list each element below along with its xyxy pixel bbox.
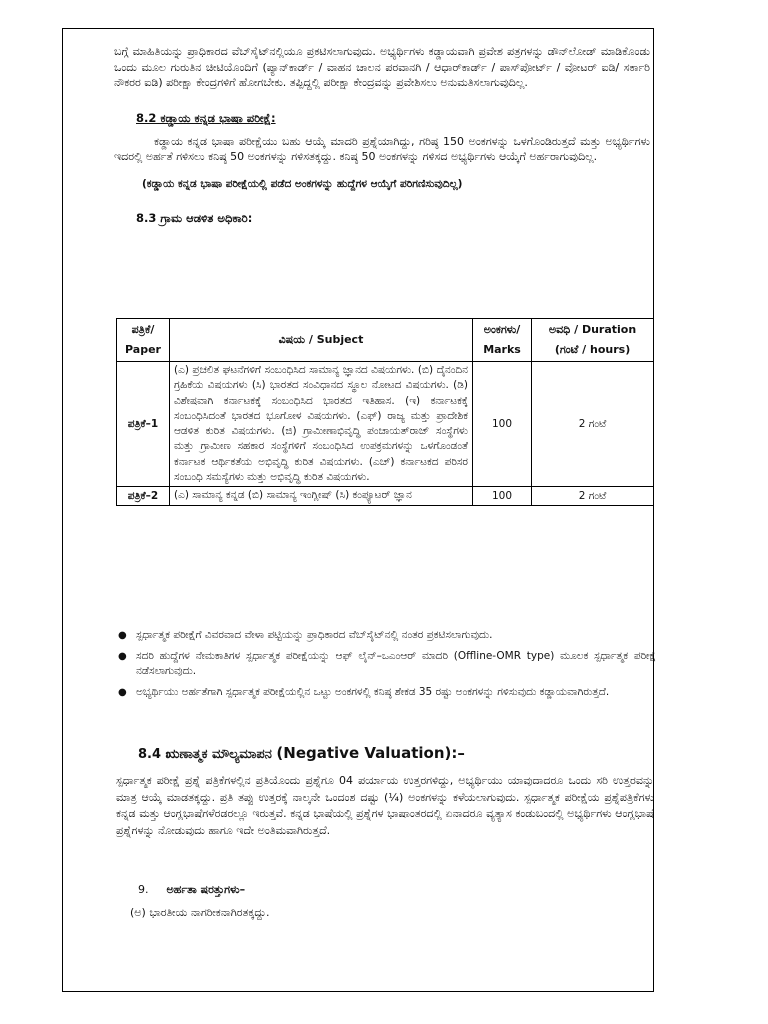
section-8-4-heading bbox=[138, 744, 465, 762]
list-item bbox=[116, 649, 656, 680]
section-8-4-heading-kn: 8.4 ಋಣಾತ್ಮಕ ಮೌಲ್ಯಮಾಪನ bbox=[138, 747, 277, 762]
header-paper bbox=[117, 319, 170, 362]
section-9-number: 9. bbox=[138, 883, 149, 896]
bullet-list bbox=[116, 628, 656, 705]
intro-paragraph: ಬಗ್ಗೆ ಮಾಹಿತಿಯನ್ನು ಪ್ರಾಧಿಕಾರದ ವೆಬ್‌ಸೈಟ್‌ನಲ್ಲಿಯೂ ಪ್ರಕಟಿಸಲಾಗುವುದು. ಅಭ್ಯರ್ಥಿಗಳು ಕಡ್ಡಾಯವಾಗಿ ಪ್ರವೇಶ ಪತ್ರಗಳನ್ನು ಡೌನ್‌ಲೋಡ್ ಮಾಡಿಕೊಂಡು ಒಂದು ಮೂಲ ಗುರುತಿನ ಚೀಟಿಯೊಂದಿಗೆ (ಪ್ಯಾನ್‌ಕಾರ್ಡ್ / ವಾಹನ ಚಾಲನ ಪರವಾನಗಿ / ಆಧಾರ್‌ಕಾರ್ಡ್ / ಪಾಸ್‌ಪೋರ್ಟ್ / ವೋಟರ್ ಐಡಿ/ ಸರ್ಕಾರಿ ನೌಕರರ ಐಡಿ) ಪರೀಕ್ಷಾ ಕೇಂದ್ರಗಳಿಗೆ ಹೋಗಬೇಕು. ತಪ್ಪಿದ್ದಲ್ಲಿ ಪರೀಕ್ಷಾ ಕೇಂದ್ರವನ್ನು ಪ್ರವೇಶಿಸಲು ಅನುಮತಿಸಲಾಗುವುದಿಲ್ಲ. bbox=[114, 45, 650, 89]
header-marks-kn: ಅಂಕಗಳು/ bbox=[483, 323, 521, 336]
header-paper-en: Paper bbox=[125, 343, 161, 356]
section-9-heading bbox=[138, 883, 245, 897]
section-9-item-a: (ಅ) ಭಾರತೀಯ ನಾಗರೀಕನಾಗಿರತಕ್ಕದ್ದು. bbox=[130, 906, 270, 919]
table-header-row bbox=[117, 319, 654, 362]
list-item-text: ಸದರಿ ಹುದ್ದೆಗಳ ನೇಮಕಾತಿಗಳ ಸ್ಪರ್ಧಾತ್ಮಕ ಪರೀಕ್ಷೆಯನ್ನು ಆಫ್ ಲೈನ್–ಒಎಂಆರ್ ಮಾದರಿ (Offline-OMR type) ಮೂಲಕ ಸ್ಪರ್ಧಾತ್ಮಕ ಪರೀಕ್ಷೆ ನಡೆಸಲಾಗುವುದು. bbox=[136, 649, 656, 677]
section-8-2-heading: 8.2 ಕಡ್ಡಾಯ ಕನ್ನಡ ಭಾಷಾ ಪರೀಕ್ಷೆ: bbox=[136, 110, 276, 125]
header-duration-line1: ಅವಧಿ / Duration bbox=[548, 323, 637, 336]
list-item bbox=[116, 628, 656, 644]
cell-paper: ಪತ್ರಿಕೆ–2 bbox=[117, 487, 170, 505]
cell-duration: 2 ಗಂಟೆ bbox=[532, 487, 654, 505]
bullet-dot-icon: ● bbox=[118, 650, 127, 662]
section-9-heading-text: ಅರ್ಹತಾ ಷರತ್ತುಗಳು– bbox=[166, 883, 246, 896]
cell-marks: 100 bbox=[473, 487, 532, 505]
exam-table bbox=[116, 318, 654, 506]
cell-subject: (ಎ) ಪ್ರಚಲಿತ ಘಟನೆಗಳಿಗೆ ಸಂಬಂಧಿಸಿದ ಸಾಮಾನ್ಯ ಜ್ಞಾನದ ವಿಷಯಗಳು. (ಬಿ) ದೈನಂದಿನ ಗ್ರಹಿಕೆಯ ವಿಷಯಗಳು (ಸಿ) ಭಾರತದ ಸಂವಿಧಾನದ ಸ್ಥೂಲ ನೋಟದ ವಿಷಯಗಳು. (ಡಿ) ವಿಶೇಷವಾಗಿ ಕರ್ನಾಟಕಕ್ಕೆ ಸಂಬಂಧಿಸಿದ ಭಾರತದ ಇತಿಹಾಸ. (ಇ) ಕರ್ನಾಟಕಕ್ಕೆ ಸಂಬಂಧಿಸಿದಂತೆ ಭಾರತದ ಭೂಗೋಳ ವಿಷಯಗಳು. (ಎಫ್) ರಾಜ್ಯ ಮತ್ತು ಪ್ರಾದೇಶಿಕ ಆಡಳಿತ ಕುರಿತ ವಿಷಯಗಳು. (ಜಿ) ಗ್ರಾಮೀಣಾಭಿವೃದ್ಧಿ ಪಂಚಾಯತ್‌ರಾಜ್ ಸಂಸ್ಥೆಗಳು ಮತ್ತು ಗ್ರಾಮೀಣ ಸಹಕಾರ ಸಂಸ್ಥೆಗಳಿಗೆ ಸಂಬಂಧಿಸಿದ ಉಪಕ್ರಮಗಳನ್ನು ಒಳಗೊಂಡಂತೆ ಕರ್ನಾಟಕ ಆರ್ಥಿಕತೆಯ ಅಭಿವೃದ್ಧಿ ಕುರಿತ ವಿಷಯಗಳು. (ಎಚ್) ಕರ್ನಾಟಕದ ಪರಿಸರ ಸಂಬಂಧಿ ಸಮಸ್ಯೆಗಳು ಮತ್ತು ಅಭಿವೃದ್ಧಿ ಕುರಿತ ವಿಷಯಗಳು. bbox=[170, 362, 473, 487]
header-marks-en: Marks bbox=[483, 343, 521, 356]
table-row bbox=[117, 362, 654, 487]
section-8-4-paragraph: ಸ್ಪರ್ಧಾತ್ಮಕ ಪರೀಕ್ಷೆ ಪ್ರಶ್ನೆ ಪತ್ರಿಕೆಗಳಲ್ಲಿನ ಪ್ರತಿಯೊಂದು ಪ್ರಶ್ನೆಗೂ 04 ಪರ್ಯಾಯ ಉತ್ತರಗಳಿದ್ದು, ಅಭ್ಯರ್ಥಿಯು ಯಾವುದಾದರೂ ಒಂದು ಸರಿ ಉತ್ತರವನ್ನು ಮಾತ್ರ ಆಯ್ಕೆ ಮಾಡತಕ್ಕದ್ದು. ಪ್ರತಿ ತಪ್ಪು ಉತ್ತರಕ್ಕೆ ನಾಲ್ಕನೇ ಒಂದಂಶ ದಷ್ಟು (¼) ಅಂಕಗಳನ್ನು ಕಳೆಯಲಾಗುವುದು. ಸ್ಪರ್ಧಾತ್ಮಕ ಪರೀಕ್ಷೆಯ ಪ್ರಶ್ನೆಪತ್ರಿಕೆಗಳು ಕನ್ನಡ ಮತ್ತು ಆಂಗ್ಲಭಾಷೆಗಳೆರಡರಲ್ಲೂ ಇರುತ್ತವೆ. ಕನ್ನಡ ಭಾಷೆಯಲ್ಲಿ ಪ್ರಶ್ನೆಗಳ ಭಾಷಾಂತರದಲ್ಲಿ ಏನಾದರೂ ವ್ಯತ್ಯಾಸ ಕಂಡುಬಂದಲ್ಲಿ ಅಭ್ಯರ್ಥಿಗಳು ಆಂಗ್ಲಭಾಷೆ ಪ್ರಶ್ನೆಗಳನ್ನು ನೋಡುವುದು ಹಾಗೂ ಇದೇ ಅಂತಿಮವಾಗಿರುತ್ತದೆ. bbox=[116, 774, 654, 837]
cell-paper: ಪತ್ರಿಕೆ–1 bbox=[117, 362, 170, 487]
header-marks bbox=[473, 319, 532, 362]
section-8-4-heading-en: (Negative Valuation):– bbox=[276, 744, 465, 762]
cell-subject: (ಎ) ಸಾಮಾನ್ಯ ಕನ್ನಡ (ಬಿ) ಸಾಮಾನ್ಯ ಇಂಗ್ಲೀಷ್ (ಸಿ) ಕಂಪ್ಯೂಟರ್ ಜ್ಞಾನ bbox=[170, 487, 473, 505]
list-item-text: ಅಭ್ಯರ್ಥಿಯು ಅರ್ಹತೆಗಾಗಿ ಸ್ಪರ್ಧಾತ್ಮಕ ಪರೀಕ್ಷೆಯಲ್ಲಿನ ಒಟ್ಟು ಅಂಕಗಳಲ್ಲಿ ಕನಿಷ್ಠ ಶೇಕಡ 35 ರಷ್ಟು ಅಂಕಗಳನ್ನು ಗಳಿಸುವುದು ಕಡ್ಡಾಯವಾಗಿರುತ್ತದೆ. bbox=[136, 685, 610, 698]
header-subject: ವಿಷಯ / Subject bbox=[170, 319, 473, 362]
cell-duration: 2 ಗಂಟೆ bbox=[532, 362, 654, 487]
bullet-dot-icon: ● bbox=[118, 630, 127, 641]
list-item-text: ಸ್ಪರ್ಧಾತ್ಮಕ ಪರೀಕ್ಷೆಗೆ ವಿವರವಾದ ವೇಳಾ ಪಟ್ಟಿಯನ್ನು ಪ್ರಾಧಿಕಾರದ ವೆಬ್‌ಸೈಟ್‌ನಲ್ಲಿ ನಂತರ ಪ್ರಕಟಿಸಲಾಗುವುದು. bbox=[136, 629, 493, 641]
header-duration bbox=[532, 319, 654, 362]
document-body bbox=[114, 44, 650, 226]
bullet-dot-icon: ● bbox=[118, 686, 127, 698]
cell-marks: 100 bbox=[473, 362, 532, 487]
header-duration-line2: (ಗಂಟೆ / hours) bbox=[554, 343, 631, 356]
section-8-3-heading: 8.3 ಗ್ರಾಮ ಆಡಳಿತ ಅಧಿಕಾರಿ: bbox=[136, 210, 253, 225]
header-paper-kn: ಪತ್ರಿಕೆ/ bbox=[131, 323, 155, 336]
list-item bbox=[116, 685, 656, 701]
section-8-2-note: (ಕಡ್ಡಾಯ ಕನ್ನಡ ಭಾಷಾ ಪರೀಕ್ಷೆಯಲ್ಲಿ ಪಡೆದ ಅಂಕಗಳನ್ನು ಹುದ್ದೆಗಳ ಆಯ್ಕೆಗೆ ಪರಿಗಣಿಸುವುದಿಲ್ಲ) bbox=[142, 177, 463, 190]
table-row bbox=[117, 487, 654, 505]
section-8-2-paragraph: ಕಡ್ಡಾಯ ಕನ್ನಡ ಭಾಷಾ ಪರೀಕ್ಷೆಯು ಬಹು ಆಯ್ಕೆ ಮಾದರಿ ಪ್ರಶ್ನೆಯಾಗಿದ್ದು, ಗರಿಷ್ಠ 150 ಅಂಕಗಳನ್ನು ಒಳಗೊಂಡಿರುತ್ತದೆ ಮತ್ತು ಅಭ್ಯರ್ಥಿಗಳು ಇದರಲ್ಲಿ ಅರ್ಹತೆ ಗಳಿಸಲು ಕನಿಷ್ಠ 50 ಅಂಕಗಳನ್ನು ಗಳಿಸತಕ್ಕದ್ದು. ಕನಿಷ್ಠ 50 ಅಂಕಗಳನ್ನು ಗಳಿಸದ ಅಭ್ಯರ್ಥಿಗಳು ಆಯ್ಕೆಗೆ ಅರ್ಹರಾಗುವುದಿಲ್ಲ. bbox=[114, 134, 650, 163]
